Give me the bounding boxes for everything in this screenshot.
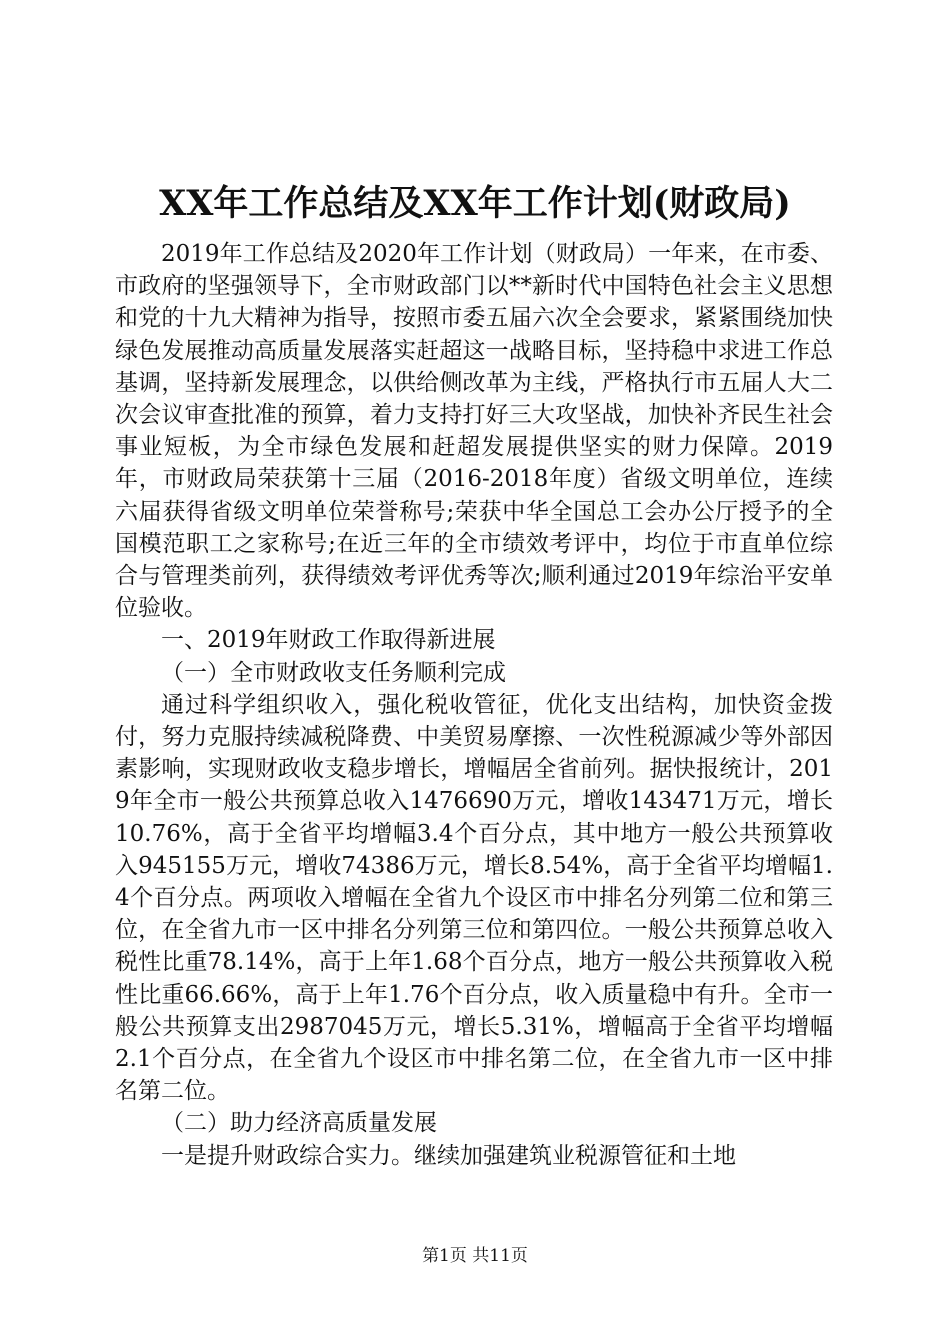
revenue-paragraph: 通过科学组织收入，强化税收管征，优化支出结构，加快资金拨付，努力克服持续减税降费、中美贸易摩擦、一次性税源减少等外部因素影响，实现财政收支稳步增长，增幅居全省前列。据快报统计，2019年全市一般公共预算总收入1476690万元，增收143471万元，增长10.76%，高于全省平均增幅3.4个百分点，其中地方一般公共预算收入945155万元，增收74386万元，增长8.54%，高于全省平均增幅1.4个百分点。两项收入增幅在全省九个设区市中排名分列第二位和第三位，在全省九市一区中排名分列第三位和第四位。一般公共预算总收入税性比重78.14%，高于上年1.68个百分点，地方一般公共预算收入税性比重66.66%，高于上年1.76个百分点，收入质量稳中有升。全市一般公共预算支出2987045万元，增长5.31%，增幅高于全省平均增幅2.1个百分点，在全省九个设区市中排名第二位，在全省九市一区中排名第二位。 <box>115 691 833 1105</box>
document-body <box>115 238 833 1172</box>
continued-paragraph: 一是提升财政综合实力。继续加强建筑业税源管征和土地 <box>161 1142 736 1169</box>
intro-paragraph: 2019年工作总结及2020年工作计划（财政局）一年来，在市委、市政府的坚强领导下，全市财政部门以**新时代中国特色社会主义思想和党的十九大精神为指导，按照市委五届六次全会要求，紧紧围绕加快绿色发展推动高质量发展落实赶超这一战略目标，坚持稳中求进工作总基调，坚持新发展理念，以供给侧改革为主线，严格执行市五届人大二次会议审查批准的预算，着力支持打好三大攻坚战，加快补齐民生社会事业短板，为全市绿色发展和赶超发展提供坚实的财力保障。2019年，市财政局荣获第十三届（2016-2018年度）省级文明单位，连续六届获得省级文明单位荣誉称号;荣获中华全国总工会办公厅授予的全国模范职工之家称号;在近三年的全市绩效考评中，均位于市直单位综合与管理类前列，获得绩效考评优秀等次;顺利通过2019年综治平安单位验收。 <box>115 241 833 622</box>
page-footer: 第1页 共11页 <box>422 1246 528 1266</box>
document-title: XX年工作总结及XX年工作计划(财政局) <box>159 183 791 224</box>
section-heading-1: 一、2019年财政工作取得新进展 <box>161 627 496 654</box>
subsection-heading-2: （二）助力经济高质量发展 <box>161 1110 437 1137</box>
subsection-heading-1: （一）全市财政收支任务顺利完成 <box>161 659 506 686</box>
